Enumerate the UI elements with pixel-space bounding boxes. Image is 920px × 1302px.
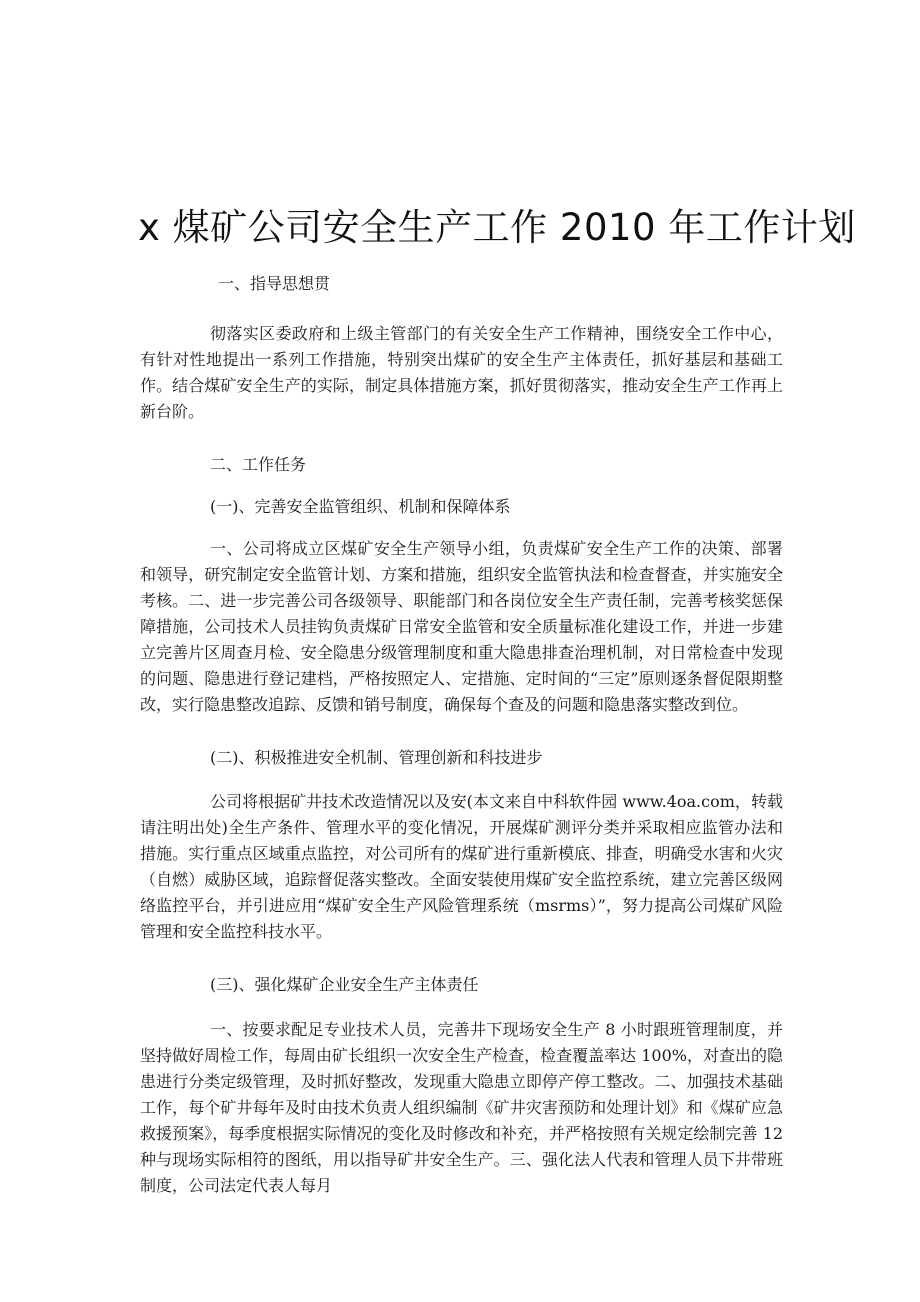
document-body: [140, 270, 783, 1199]
paragraph-subsection-2: 公司将根据矿井技术改造情况以及安(本文来自中科软件园 www.4oa.com，转载请注明出处)全生产条件、管理水平的变化情况，开展煤矿测评分类并采取相应监管办法和措施。实行重点区域重点监控，对公司所有的煤矿进行重新模底、排查，明确受水害和火灾（自燃）威胁区域，追踪督促落实整改。全面安装使用煤矿安全监控系统，建立完善区级网络监控平台，并引进应用“煤矿安全生产风险管理系统（msrms）”，努力提高公司煤矿风险管理和安全监控科技水平。: [140, 792, 783, 941]
subsection-heading-2: (二)、积极推进安全机制、管理创新和科技进步: [210, 748, 543, 767]
subsection-heading-1: (一)、完善安全监管组织、机制和保障体系: [210, 497, 511, 516]
paragraph-guiding-ideology: 彻落实区委政府和上级主管部门的有关安全生产工作精神，围绕安全工作中心，有针对性地提出一系列工作措施，特别突出煤矿的安全生产主体责任，抓好基层和基础工作。结合煤矿安全生产的实际，制定具体措施方案，抓好贯彻落实，推动安全生产工作再上新台阶。: [140, 324, 783, 421]
subsection-heading-3: (三)、强化煤矿企业安全生产主体责任: [210, 975, 479, 994]
paragraph-subsection-3: 一、按要求配足专业技术人员，完善井下现场安全生产 8 小时跟班管理制度，并坚持做好周检工作，每周由矿长组织一次安全生产检查，检查覆盖率达 100%，对查出的隐患进行分类定级管理，及时抓好整改，发现重大隐患立即停产停工整改。二、加强技术基础工作，每个矿井每年及时由技术负责人组织编制《矿井灾害预防和处理计划》和《煤矿应急救援预案》，每季度根据实际情况的变化及时修改和补充，并严格按照有关规定绘制完善 12 种与现场实际相符的图纸，用以指导矿井安全生产。三、强化法人代表和管理人员下井带班制度，公司法定代表人每月: [140, 1020, 783, 1195]
section-heading-guiding-ideology: 一、指导思想贯: [218, 274, 331, 293]
paragraph-subsection-1: 一、公司将成立区煤矿安全生产领导小组，负责煤矿安全生产工作的决策、部署和领导，研究制定安全监管计划、方案和措施，组织安全监管执法和检查督查，并实施安全考核。二、进一步完善公司各级领导、职能部门和各岗位安全生产责任制，完善考核奖惩保障措施，公司技术人员挂钩负责煤矿日常安全监管和安全质量标准化建设工作，并进一步建立完善片区周查月检、安全隐患分级管理制度和重大隐患排查治理机制，对日常检查中发现的问题、隐患进行登记建档，严格按照定人、定措施、定时间的“三定”原则逐条督促限期整改，实行隐患整改追踪、反馈和销号制度，确保每个查及的问题和隐患落实整改到位。: [140, 539, 783, 714]
section-heading-work-tasks: 二、工作任务: [210, 455, 307, 474]
document-title: x 煤矿公司安全生产工作 2010 年工作计划: [138, 206, 856, 249]
